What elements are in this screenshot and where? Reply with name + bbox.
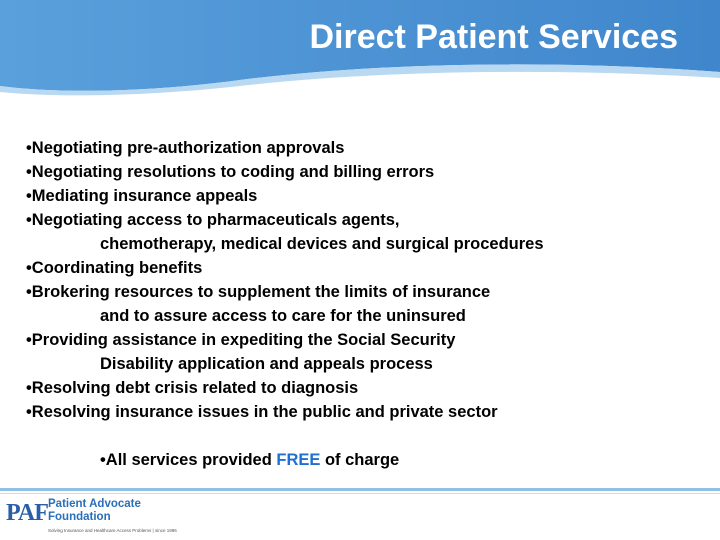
- list-item: •Negotiating pre-authorization approvals: [26, 139, 345, 157]
- list-item: •Coordinating benefits: [26, 259, 203, 277]
- free-highlight: FREE: [276, 451, 321, 469]
- slide-title: Direct Patient Services: [309, 18, 678, 56]
- paf-logo: [6, 498, 177, 538]
- list-item: •Resolving insurance issues in the public and private sector: [26, 403, 498, 421]
- logo-name: Patient Advocate Foundation: [48, 498, 141, 523]
- list-item-continuation: Disability application and appeals process: [100, 355, 433, 373]
- list-item: •Providing assistance in expediting the Social Security: [26, 331, 456, 349]
- footer-divider: [0, 488, 720, 491]
- list-item-continuation: chemotherapy, medical devices and surgical procedures: [100, 235, 544, 253]
- footer-divider-thin: [0, 493, 720, 494]
- list-item: •Brokering resources to supplement the limits of insurance: [26, 283, 491, 301]
- list-item: •Mediating insurance appeals: [26, 187, 258, 205]
- free-services-note: •All services provided FREE of charge: [100, 451, 400, 469]
- list-item: •Negotiating access to pharmaceuticals agents,: [26, 211, 400, 229]
- bullet-list: [26, 136, 706, 472]
- list-item-continuation: and to assure access to care for the uninsured: [100, 307, 466, 325]
- list-item: •Negotiating resolutions to coding and billing errors: [26, 163, 435, 181]
- list-item: •Resolving debt crisis related to diagnosis: [26, 379, 359, 397]
- slide-header: [0, 0, 720, 96]
- paf-logo-mark: PAF: [6, 500, 48, 526]
- logo-tagline: Solving Insurance and Healthcare Access Problems | since 1996: [48, 528, 177, 533]
